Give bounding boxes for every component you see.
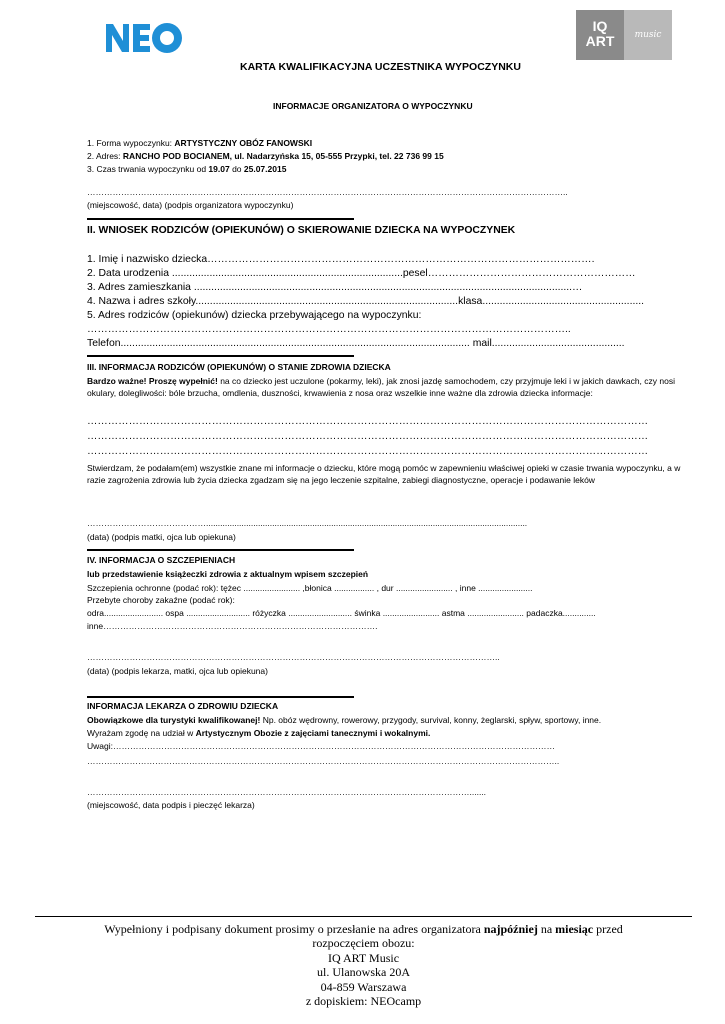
footer-organizer-name: IQ ART Music bbox=[327, 950, 400, 965]
section-divider bbox=[87, 355, 354, 357]
neo-logo bbox=[104, 22, 182, 54]
footer-text-a: Wypełniony i podpisany dokument prosimy o przesłanie na adres organizatora bbox=[104, 922, 484, 936]
footer-line-2: rozpoczęciem obozu: bbox=[312, 936, 415, 951]
footer-text-c: na bbox=[537, 922, 556, 936]
section-4-heading: IV. INFORMACJA O SZCZEPIENIACH bbox=[87, 555, 236, 565]
item3-from: 19.07 bbox=[208, 164, 230, 174]
birth-date-pesel-field[interactable] bbox=[87, 267, 689, 280]
section-divider bbox=[87, 218, 354, 220]
footer-city: 04-859 Warszawa bbox=[320, 979, 407, 994]
school-label: 4. Nazwa i adres szkoły...........................................................................................klasa bbox=[87, 296, 483, 307]
section-3-heading: III. INFORMACJA RODZICÓW (OPIEKUNÓW) O STANIE ZDROWIA DZIECKA bbox=[87, 362, 391, 372]
item2-prefix: 2. Adres: bbox=[87, 151, 123, 161]
item3-mid: do bbox=[229, 164, 244, 174]
item1-prefix: 1. Forma wypoczynku: bbox=[87, 138, 175, 148]
phone-mail-field[interactable] bbox=[87, 337, 689, 350]
doctor-signature-dots[interactable]: ………………………………………………………………………………………………………………………....... bbox=[87, 787, 487, 797]
pesel-dots: …………………………………………………… bbox=[427, 268, 636, 279]
doctor-info-rest: Np. obóz wędrowny, rowerowy, przygody, survival, konny, żeglarski, spływ, sportowy, inne. bbox=[260, 715, 602, 725]
section-4-subheading: lub przedstawienie książeczki zdrowia z aktualnym wpisem szczepień bbox=[87, 569, 369, 579]
diseases-field[interactable]: odra......................... ospa ........................... różyczka ........................... świnka ........................ astma ........................ padaczka.............. bbox=[87, 608, 596, 618]
section-5-heading: INFORMACJA LEKARZA O ZDROWIU DZIECKA bbox=[87, 701, 279, 711]
child-name-field[interactable]: 1. Imię i nazwisko dziecka…………………………………………………………………………………………………. bbox=[87, 254, 595, 265]
footer-divider bbox=[35, 916, 692, 917]
doctor-signature-caption: (miejscowość, data podpis i pieczęć lekarza) bbox=[87, 800, 255, 810]
section-divider bbox=[87, 549, 354, 551]
consent-prefix: Wyrażam zgodę na udział w bbox=[87, 728, 196, 738]
parent-statement: Stwierdzam, że podałam(em) wszystkie znane mi informacje o dziecku, które mogą pomóc w zapewnieniu właściwej opieki w czasie trwania wypoczynku, a w razie zagrożenia zdrowia lub życia dziecka zgadzam się na jego leczenie szpitalne, zabiegi diagnostyczne, operacje i podawanie leków bbox=[87, 463, 681, 485]
footer-text-e: przed bbox=[593, 922, 623, 936]
organizer-item-2 bbox=[87, 150, 444, 162]
footer-text-b: najpóźniej bbox=[483, 922, 538, 936]
iq-art-logo bbox=[576, 10, 672, 60]
item2-value: RANCHO POD BOCIANEM, ul. Nadarzyńska 15, 05-555 Przypki, tel. 22 736 99 15 bbox=[122, 151, 444, 161]
home-address-field[interactable]: 3. Adres zamieszkania ...................................................................................................................................… bbox=[87, 282, 583, 293]
remarks-field-2[interactable]: ………………………………………………………………………………………………………………………………………………….. bbox=[87, 756, 560, 766]
health-info-line-1[interactable]: ……………………………………………………………………………………………………………………………………………… bbox=[87, 416, 649, 427]
iq-art-logo-dark bbox=[576, 10, 624, 60]
consent-bold: Artystycznym Obozie z zajęciami tanecznymi i wokalnymi. bbox=[195, 728, 431, 738]
parent-signature-caption: (data) (podpis matki, ojca lub opiekuna) bbox=[87, 532, 236, 542]
vaccinations-field[interactable]: Szczepienia ochronne (podać rok): tężec ........................ ,błonica ................. , dur ........................ , inne ....................... bbox=[87, 583, 533, 593]
parent-signature-dots[interactable]: ……………………………………........................................................................................................................................ bbox=[87, 518, 528, 528]
phone-label: Telefon......................................................................................................................... mail bbox=[87, 338, 492, 349]
doctor-info-bold: Obowiązkowe dla turystyki kwalifikowanej! bbox=[87, 715, 261, 725]
health-info-intro bbox=[87, 375, 693, 399]
document-title: KARTA KWALIFIKACYJNA UCZESTNIKA WYPOCZYNKU bbox=[240, 61, 521, 73]
section-2-heading: II. WNIOSEK RODZICÓW (OPIEKUNÓW) O SKIEROWANIE DZIECKA NA WYPOCZYNEK bbox=[87, 225, 516, 236]
organizer-signature-caption: (miejscowość, data) (podpis organizatora wypoczynku) bbox=[87, 200, 294, 210]
organizer-item-1 bbox=[87, 137, 312, 149]
iq-logo-line3: music bbox=[634, 30, 662, 40]
class-dots: ........................................................ bbox=[482, 296, 645, 307]
section-4-signature-caption: (data) (podpis lekarza, matki, ojca lub opiekuna) bbox=[87, 666, 268, 676]
parents-address-field[interactable]: ………………………………………………………………………………………………………………………….. bbox=[87, 324, 571, 335]
item1-value: ARTYSTYCZNY OBÓZ FANOWSKI bbox=[174, 138, 313, 148]
doctor-info-line-1 bbox=[87, 714, 601, 726]
other-diseases-field[interactable]: inne……………………………………………………………………………………. bbox=[87, 621, 378, 631]
footer-note: z dopiskiem: NEOcamp bbox=[305, 994, 422, 1009]
remarks-field[interactable]: Uwagi:………………………………………………………………………………………………………………………………………… bbox=[87, 741, 555, 751]
section-divider bbox=[87, 696, 354, 698]
organizer-signature-dots: …………………………………………………………………………………………………………………………………………………….. bbox=[87, 187, 568, 197]
footer-text-d: miesiąc bbox=[555, 922, 594, 936]
footer bbox=[35, 922, 692, 1008]
iq-logo-line1: IQ bbox=[592, 18, 608, 34]
mail-dots: .............................................. bbox=[491, 338, 625, 349]
iq-logo-line2: ART bbox=[585, 33, 615, 49]
school-class-field[interactable] bbox=[87, 295, 689, 308]
health-intro-rest: na co dziecko jest uczulone (pokarmy, leki), jak znosi jazdę samochodem, czy przyjmuje leki i w jakich dawkach, czy nosi okulary, dolegliwości: bóle brzucha, omdlenia, duszności, krwawienia z nosa oraz wszelkie inne ważne dla zdrowia dziecka informacje: bbox=[87, 376, 675, 398]
health-info-line-2[interactable]: ……………………………………………………………………………………………………………………………………………… bbox=[87, 431, 649, 442]
parents-address-label: 5. Adres rodziców (opiekunów) dziecka przebywającego na wypoczynku: bbox=[87, 310, 422, 321]
organizer-item-3 bbox=[87, 163, 286, 175]
item3-to: 25.07.2015 bbox=[243, 164, 287, 174]
organizer-info-heading: INFORMACJE ORGANIZATORA O WYPOCZYNKU bbox=[273, 101, 473, 111]
diseases-label: Przebyte choroby zakaźne (podać rok): bbox=[87, 595, 235, 605]
health-intro-bold: Bardzo ważne! Proszę wypełnić! bbox=[87, 376, 218, 386]
footer-line-1 bbox=[35, 922, 692, 936]
section-4-signature-dots[interactable]: ……………………………………………………………………………………………………………………………….. bbox=[87, 652, 500, 662]
health-info-line-3[interactable]: ……………………………………………………………………………………………………………………………………………… bbox=[87, 446, 649, 457]
footer-street: ul. Ulanowska 20A bbox=[317, 965, 410, 980]
iq-art-logo-light bbox=[624, 10, 672, 60]
consent-line bbox=[87, 727, 430, 739]
birth-date-label: 2. Data urodzenia ................................................................................pesel bbox=[87, 268, 428, 279]
item3-prefix: 3. Czas trwania wypoczynku od bbox=[87, 164, 209, 174]
